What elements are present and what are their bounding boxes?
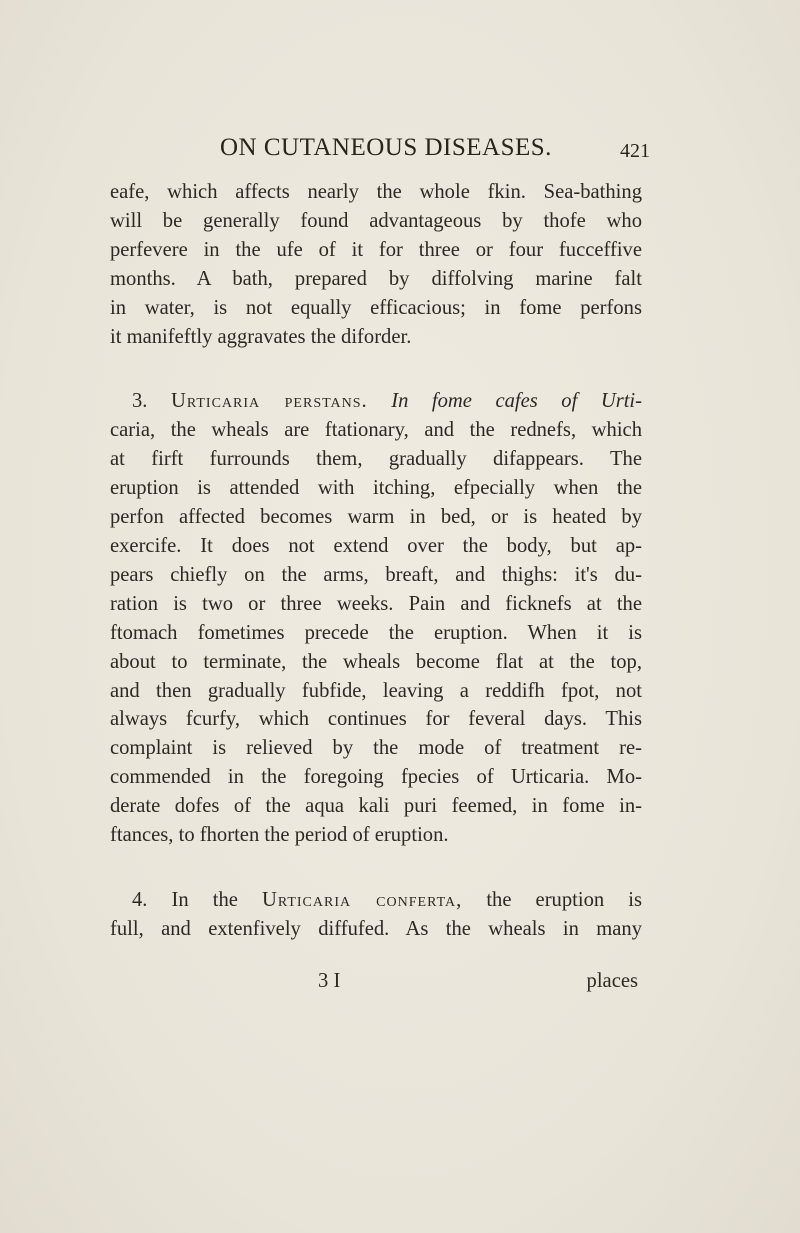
- text-line: perfevere in the ufe of it for three or four fucceffive: [110, 238, 642, 261]
- text-line: ftances, to fhorten the period of eruption.: [110, 824, 449, 847]
- paragraph-2: [110, 387, 642, 850]
- text-line: complaint is relieved by the mode of treatment re-: [110, 737, 642, 760]
- text-line: commended in the foregoing fpecies of Urticaria. Mo-: [110, 766, 642, 789]
- text-line: about to terminate, the wheals become flat at the top,: [110, 650, 642, 673]
- text-line: will be generally found advantageous by thofe who: [110, 209, 642, 232]
- text-line: in water, is not equally efficacious; in fome perfons: [110, 296, 642, 319]
- section-lead-line: [110, 387, 642, 416]
- text-line: and then gradually fubfide, leaving a reddifh fpot, not: [110, 679, 642, 702]
- text-line: ration is two or three weeks. Pain and ficknefs at the: [110, 592, 642, 615]
- catchword: places: [586, 970, 638, 992]
- text-run: the eruption is: [462, 888, 642, 911]
- text-line: full, and extenfively diffufed. As the wheals in many: [110, 917, 642, 940]
- section-heading: Urticaria conferta,: [261, 888, 463, 911]
- body-text: [110, 178, 642, 944]
- section-number: 4.: [132, 888, 148, 911]
- section-number: 3.: [132, 390, 148, 413]
- text-line: months. A bath, prepared by diffolving marine falt: [110, 267, 642, 290]
- text-line: at firft furrounds them, gradually difappears. The: [110, 448, 642, 471]
- paragraph-1: [110, 178, 642, 351]
- text-line: eruption is attended with itching, efpecially when the: [110, 477, 642, 500]
- page-footer: [110, 970, 638, 1000]
- running-title: ON CUTANEOUS DISEASES.: [220, 134, 552, 161]
- text-line: ftomach fometimes precede the eruption. When it is: [110, 621, 642, 644]
- paragraph-gap: [110, 850, 642, 886]
- paragraph-gap: [110, 351, 642, 387]
- page-number: 421: [620, 140, 650, 162]
- paragraph-3: [110, 886, 642, 944]
- text-line: exercife. It does not extend over the body, but ap-: [110, 534, 642, 557]
- page-header: [110, 130, 650, 170]
- section-lead-line: [110, 886, 642, 915]
- signature-mark: 3 I: [318, 970, 341, 992]
- text-line: eafe, which affects nearly the whole fkin. Sea-bathing: [110, 181, 642, 203]
- text-line: always fcurfy, which continues for feveral days. This: [110, 708, 642, 731]
- text-line: derate dofes of the aqua kali puri feemed, in fome in-: [110, 795, 642, 818]
- text-line: perfon affected becomes warm in bed, or is heated by: [110, 506, 642, 529]
- text-run: In fome cafes of Urti-: [367, 390, 643, 413]
- text-line: pears chiefly on the arms, breaft, and thighs: it's du-: [110, 563, 642, 586]
- text-line: it manifeftly aggravates the diforder.: [110, 325, 412, 348]
- text-line: caria, the wheals are ftationary, and the rednefs, which: [110, 419, 642, 442]
- text-run: In the: [147, 888, 262, 911]
- section-heading: Urticaria perstans.: [170, 390, 368, 413]
